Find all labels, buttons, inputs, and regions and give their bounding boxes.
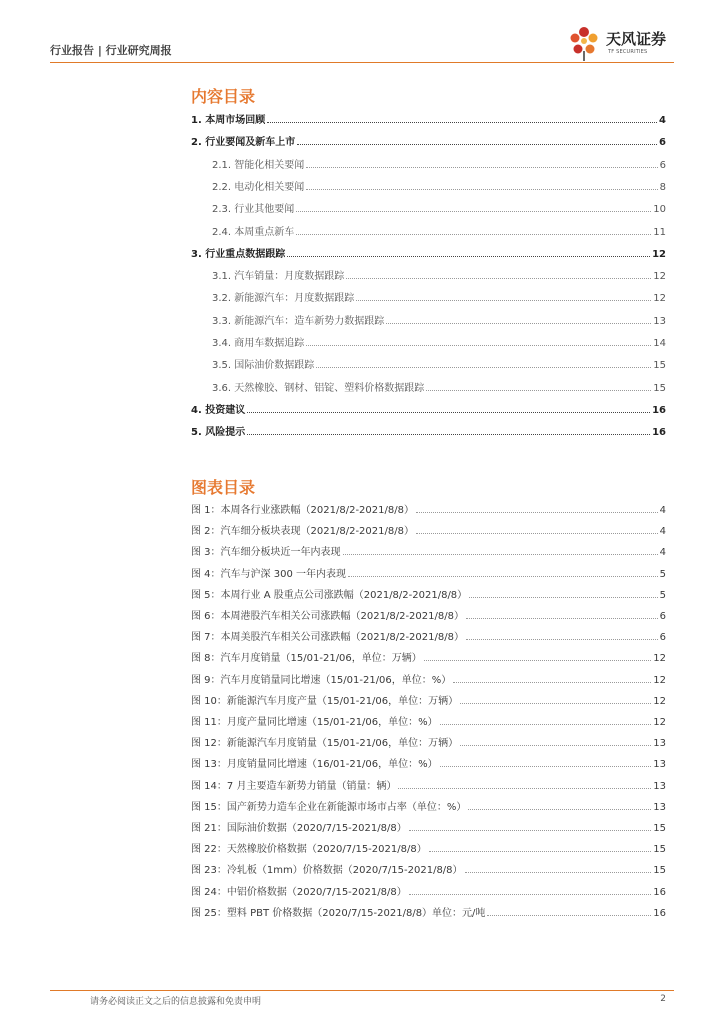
figure-entry[interactable] xyxy=(191,903,666,919)
toc-entry[interactable] xyxy=(212,266,666,282)
figure-entry[interactable] xyxy=(191,606,666,622)
entry-label: 5. 风险提示 xyxy=(191,427,246,439)
dot-leader xyxy=(465,872,652,873)
entry-page-number: 6 xyxy=(659,137,666,149)
entry-label: 图 14：7 月主要造车新势力销量（销量：辆） xyxy=(191,780,397,792)
header-divider xyxy=(50,62,674,63)
toc-entry[interactable] xyxy=(191,400,666,416)
entry-label: 3.6. 天然橡胶、钢材、铝锭、塑料价格数据跟踪 xyxy=(212,382,425,394)
toc-entry[interactable] xyxy=(191,244,666,260)
dot-leader xyxy=(440,766,652,767)
dot-leader xyxy=(356,300,651,301)
company-logo xyxy=(566,24,686,64)
dot-leader xyxy=(346,278,651,279)
entry-page-number: 16 xyxy=(653,907,666,919)
dot-leader xyxy=(409,830,652,831)
entry-page-number: 15 xyxy=(653,360,666,372)
entry-page-number: 13 xyxy=(653,759,666,771)
logo-subtext: TF SECURITIES xyxy=(608,49,648,55)
dot-leader xyxy=(267,122,657,123)
figure-entry[interactable] xyxy=(191,712,666,728)
toc-entry[interactable] xyxy=(212,177,666,193)
entry-page-number: 12 xyxy=(653,695,666,707)
entry-page-number: 14 xyxy=(653,338,666,349)
figure-entry[interactable] xyxy=(191,542,666,558)
entry-page-number: 11 xyxy=(653,226,666,238)
entry-page-number: 12 xyxy=(653,653,666,665)
entry-page-number: 13 xyxy=(653,780,666,792)
dot-leader xyxy=(247,412,650,413)
entry-label: 图 24：中铝价格数据（2020/7/15-2021/8/8） xyxy=(191,886,407,898)
entry-label: 2.4. 本周重点新车 xyxy=(212,226,295,238)
entry-page-number: 10 xyxy=(653,204,666,216)
entry-page-number: 15 xyxy=(653,844,666,856)
toc-entry[interactable] xyxy=(191,422,666,438)
entry-label: 图 8：汽车月度销量（15/01-21/06，单位：万辆） xyxy=(191,653,422,665)
entry-page-number: 12 xyxy=(653,717,666,728)
toc-entry[interactable] xyxy=(191,110,666,126)
toc-entry[interactable] xyxy=(212,311,666,327)
page-number: 2 xyxy=(660,994,666,1004)
entry-label: 图 21：国际油价数据（2020/7/15-2021/8/8） xyxy=(191,823,407,834)
entry-label: 图 11：月度产量同比增速（15/01-21/06，单位：%） xyxy=(191,717,438,728)
toc-entry[interactable] xyxy=(212,378,666,394)
entry-page-number: 15 xyxy=(653,382,666,394)
entry-label: 3.3. 新能源汽车：造车新势力数据跟踪 xyxy=(212,315,385,327)
dot-leader xyxy=(440,724,652,725)
toc-entry[interactable] xyxy=(212,288,666,304)
dot-leader xyxy=(343,554,658,555)
dot-leader xyxy=(348,576,658,577)
dot-leader xyxy=(416,533,658,534)
entry-label: 3.1. 汽车销量：月度数据跟踪 xyxy=(212,271,345,283)
entry-label: 图 23：冷轧板（1mm）价格数据（2020/7/15-2021/8/8） xyxy=(191,865,463,877)
dot-leader xyxy=(460,745,651,746)
entry-page-number: 12 xyxy=(653,293,666,305)
footer-disclaimer: 请务必阅读正文之后的信息披露和免责申明 xyxy=(90,997,262,1007)
figure-entry[interactable] xyxy=(191,564,666,580)
entry-page-number: 13 xyxy=(653,801,666,813)
dot-leader xyxy=(306,189,657,190)
entry-label: 图 6：本周港股汽车相关公司涨跌幅（2021/8/2-2021/8/8） xyxy=(191,611,464,622)
figure-entry[interactable] xyxy=(191,627,666,643)
dot-leader xyxy=(386,323,651,324)
dot-leader xyxy=(316,367,651,368)
entry-label: 图 10：新能源汽车月度产量（15/01-21/06，单位：万辆） xyxy=(191,695,459,707)
entry-label: 3.5. 国际油价数据跟踪 xyxy=(212,360,315,372)
dot-leader xyxy=(297,144,657,145)
figure-entry[interactable] xyxy=(191,585,666,601)
entry-page-number: 13 xyxy=(653,738,666,750)
dot-leader xyxy=(409,894,652,895)
dot-leader xyxy=(296,234,651,235)
entry-label: 2.3. 行业其他要闻 xyxy=(212,204,295,216)
entry-page-number: 15 xyxy=(653,823,666,834)
entry-page-number: 4 xyxy=(659,505,666,516)
dot-leader xyxy=(306,167,657,168)
entry-label: 图 4：汽车与沪深 300 一年内表现 xyxy=(191,568,346,580)
entry-page-number: 5 xyxy=(659,589,666,601)
figure-entry[interactable] xyxy=(191,691,666,707)
entry-page-number: 5 xyxy=(659,568,666,580)
dot-leader xyxy=(460,703,651,704)
entry-label: 3.4. 商用车数据追踪 xyxy=(212,338,305,349)
figure-entry[interactable] xyxy=(191,754,666,770)
entry-page-number: 12 xyxy=(652,248,666,260)
figure-entry[interactable] xyxy=(191,776,666,792)
toc-entry[interactable] xyxy=(212,155,666,171)
entry-page-number: 12 xyxy=(653,674,666,686)
entry-label: 1. 本周市场回顾 xyxy=(191,115,266,126)
figure-entry[interactable] xyxy=(191,797,666,813)
figure-entry[interactable] xyxy=(191,860,666,876)
logo-flower-icon xyxy=(566,24,602,62)
footer-divider xyxy=(50,990,674,991)
entry-label: 图 9：汽车月度销量同比增速（15/01-21/06，单位：%） xyxy=(191,674,452,686)
dot-leader xyxy=(247,434,650,435)
entry-page-number: 4 xyxy=(659,547,666,559)
figure-entry[interactable] xyxy=(191,733,666,749)
figure-entry[interactable] xyxy=(191,670,666,686)
entry-label: 2.2. 电动化相关要闻 xyxy=(212,181,305,193)
entry-page-number: 16 xyxy=(653,886,666,898)
entry-page-number: 4 xyxy=(659,115,666,126)
dot-leader xyxy=(287,256,650,257)
dot-leader xyxy=(466,639,658,640)
figures-title: 图表目录 xyxy=(191,478,256,497)
dot-leader xyxy=(487,915,651,916)
entry-page-number: 16 xyxy=(652,404,666,416)
dot-leader xyxy=(426,390,651,391)
entry-page-number: 13 xyxy=(653,315,666,327)
entry-page-number: 8 xyxy=(659,181,666,193)
figure-entry[interactable] xyxy=(191,648,666,664)
entry-label: 4. 投资建议 xyxy=(191,404,246,416)
entry-label: 3.2. 新能源汽车：月度数据跟踪 xyxy=(212,293,355,305)
dot-leader xyxy=(453,682,651,683)
dot-leader xyxy=(306,345,651,346)
entry-label: 图 7：本周美股汽车相关公司涨跌幅（2021/8/2-2021/8/8） xyxy=(191,632,464,644)
entry-page-number: 4 xyxy=(659,526,666,538)
toc-entry[interactable] xyxy=(212,355,666,371)
entry-label: 3. 行业重点数据跟踪 xyxy=(191,248,286,260)
toc-entry[interactable] xyxy=(212,199,666,215)
entry-page-number: 6 xyxy=(659,159,666,171)
dot-leader xyxy=(296,211,651,212)
entry-label: 图 5：本周行业 A 股重点公司涨跌幅（2021/8/2-2021/8/8） xyxy=(191,589,468,601)
entry-label: 图 13：月度销量同比增速（16/01-21/06，单位：%） xyxy=(191,759,438,771)
entry-page-number: 12 xyxy=(653,271,666,283)
entry-label: 2. 行业要闻及新车上市 xyxy=(191,137,296,149)
entry-page-number: 6 xyxy=(659,611,666,622)
entry-label: 图 22：天然橡胶价格数据（2020/7/15-2021/8/8） xyxy=(191,844,427,856)
entry-page-number: 16 xyxy=(652,427,666,439)
toc-entry[interactable] xyxy=(212,222,666,238)
figure-entry[interactable] xyxy=(191,818,666,834)
entry-page-number: 15 xyxy=(653,865,666,877)
toc-title: 内容目录 xyxy=(191,87,256,106)
dot-leader xyxy=(416,512,658,513)
figure-entry[interactable] xyxy=(191,882,666,898)
entry-label: 图 25：塑料 PBT 价格数据（2020/7/15-2021/8/8）单位：元/吨 xyxy=(191,907,486,919)
entry-label: 图 15：国产新势力造车企业在新能源市场市占率（单位：%） xyxy=(191,801,467,813)
figure-entry[interactable] xyxy=(191,500,666,516)
dot-leader xyxy=(429,851,652,852)
entry-label: 2.1. 智能化相关要闻 xyxy=(212,159,305,171)
dot-leader xyxy=(424,660,651,661)
dot-leader xyxy=(398,788,651,789)
entry-label: 图 2：汽车细分板块表现（2021/8/2-2021/8/8） xyxy=(191,526,414,538)
report-type-label: 行业报告 | 行业研究周报 xyxy=(50,44,172,57)
entry-label: 图 1：本周各行业涨跌幅（2021/8/2-2021/8/8） xyxy=(191,505,414,516)
toc-entry[interactable] xyxy=(191,132,666,148)
dot-leader xyxy=(466,618,658,619)
figure-entry[interactable] xyxy=(191,839,666,855)
dot-leader xyxy=(469,597,657,598)
entry-page-number: 6 xyxy=(659,632,666,644)
logo-text: 天风证券 xyxy=(606,30,667,48)
figure-entry[interactable] xyxy=(191,521,666,537)
entry-label: 图 12：新能源汽车月度销量（15/01-21/06，单位：万辆） xyxy=(191,738,459,750)
entry-label: 图 3：汽车细分板块近一年内表现 xyxy=(191,547,341,559)
dot-leader xyxy=(468,809,651,810)
toc-entry[interactable] xyxy=(212,333,666,349)
